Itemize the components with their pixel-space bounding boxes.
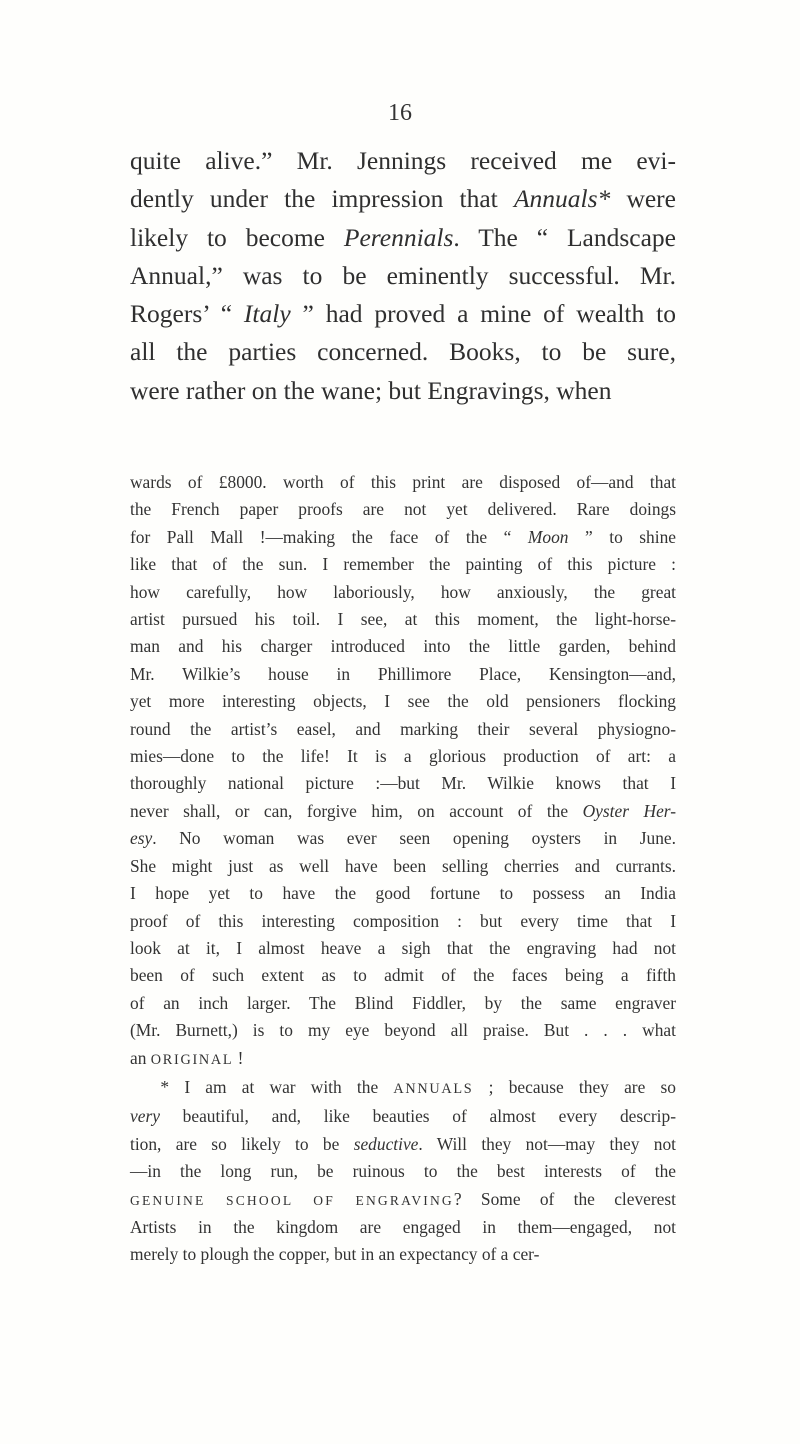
- text-run: ? Some of the cleverest: [453, 1188, 676, 1209]
- body-text-line: [130, 295, 676, 333]
- text-run: quite alive.” Mr. Jennings received me evi-: [130, 146, 676, 175]
- text-run: ” to shine: [568, 526, 676, 547]
- text-run: the French paper proofs are not yet delivered. Rare doings: [130, 499, 676, 520]
- text-run: ; because they are so: [473, 1076, 676, 1097]
- page-number: 16: [388, 100, 412, 126]
- footnote-text-line: [130, 551, 676, 578]
- footnote-text-line: [130, 633, 676, 660]
- body-text-line: [130, 372, 676, 410]
- text-run: (Mr. Burnett,) is to my eye beyond all praise. But . . . what: [130, 1020, 676, 1041]
- text-run: round the artist’s easel, and marking their several physiogno-: [130, 718, 676, 739]
- body-text-line: [130, 142, 676, 180]
- footnote-text-line: [130, 1158, 676, 1185]
- footnote-text-line: [130, 1045, 676, 1074]
- text-run: an: [130, 1047, 151, 1068]
- text-run: dently under the impression that: [130, 184, 514, 214]
- footnote-text-line: [130, 990, 676, 1017]
- footnote-text-line: [130, 661, 676, 688]
- text-run: yet more interesting objects, I see the old pensioners flocking: [130, 691, 676, 712]
- footnote-text-line: [130, 688, 676, 715]
- footnote-text-line: [130, 1074, 676, 1103]
- footnote-text-line: [130, 524, 676, 551]
- text-run: Rogers’ “: [130, 299, 244, 329]
- text-run: ORIGINAL: [150, 1051, 234, 1068]
- text-run: tion, are so likely to be: [130, 1133, 354, 1154]
- footnote-text-line: [130, 853, 676, 880]
- text-run: merely to plough the copper, but in an expectancy of a cer-: [130, 1244, 540, 1265]
- text-run: how carefully, how laboriously, how anxiously, the great: [130, 581, 676, 602]
- text-run: ” had proved a mine of wealth to: [290, 299, 676, 329]
- main-text-block: [130, 142, 676, 410]
- text-run: like that of the sun. I remember the painting of this picture :: [130, 554, 676, 575]
- text-run: proof of this interesting composition : but every time that I: [130, 910, 676, 931]
- footnote-text-line: [130, 1103, 676, 1130]
- footnote-text-line: [130, 1017, 676, 1044]
- text-run: artist pursued his toil. I see, at this moment, the light-horse-: [130, 609, 676, 630]
- body-text-line: [130, 219, 676, 257]
- footnote-block: [130, 469, 676, 1269]
- text-run: were rather on the wane; but Engravings, when: [130, 375, 612, 405]
- text-run: man and his charger introduced into the little garden, behind: [130, 636, 676, 657]
- footnote-text-line: [130, 1186, 676, 1214]
- text-run: !: [233, 1047, 244, 1068]
- text-run: very: [130, 1106, 160, 1127]
- text-run: Oyster Her-: [582, 800, 676, 821]
- text-run: I hope yet to have the good fortune to possess an India: [130, 883, 676, 904]
- text-run: . No woman was ever seen opening oysters in June.: [152, 828, 676, 849]
- body-text-line: [130, 180, 676, 218]
- footnote-text-line: [130, 716, 676, 743]
- text-run: Italy: [243, 299, 291, 329]
- text-run: were: [610, 184, 676, 214]
- footnote-text-line: [130, 798, 676, 825]
- footnote-text-line: [130, 770, 676, 797]
- text-run: for Pall Mall !—making the face of the “: [130, 526, 528, 547]
- footnote-text-line: [130, 579, 676, 606]
- text-run: —in the long run, be ruinous to the best interests of the: [130, 1161, 676, 1182]
- footnote-text-line: [130, 743, 676, 770]
- body-text-line: [130, 333, 676, 371]
- footnote-text-line: [130, 606, 676, 633]
- text-run: Moon: [527, 526, 569, 547]
- footnote-text-line: [130, 880, 676, 907]
- text-run: been of such extent as to admit of the faces being a fifth: [130, 965, 676, 986]
- text-run: Mr. Wilkie’s house in Phillimore Place, Kensington—and,: [130, 663, 676, 684]
- text-run: likely to become: [130, 222, 344, 252]
- footnote-text-line: [130, 935, 676, 962]
- footnote-text-line: [130, 825, 676, 852]
- footnote-text-line: [130, 908, 676, 935]
- text-run: all the parties concerned. Books, to be sure,: [130, 337, 676, 367]
- text-run: She might just as well have been selling cherries and currants.: [130, 855, 676, 876]
- text-run: mies—done to the life! It is a glorious production of art: a: [130, 746, 676, 767]
- text-run: seductive: [353, 1133, 419, 1154]
- text-run: wards of £8000. worth of this print are disposed of—and that: [130, 472, 676, 492]
- footnote-text-line: [130, 469, 676, 496]
- text-run: GENUINE SCHOOL OF ENGRAVING: [130, 1192, 454, 1208]
- text-run: . The “ Landscape: [453, 222, 676, 252]
- text-run: beautiful, and, like beauties of almost every descrip-: [159, 1106, 676, 1127]
- footnote-text-line: [130, 496, 676, 523]
- text-run: Annual,” was to be eminently successful. Mr.: [130, 260, 676, 290]
- text-run: ANNUALS: [393, 1080, 474, 1097]
- text-run: Perennials: [343, 222, 454, 252]
- footnote-text-line: [130, 1214, 676, 1241]
- text-run: look at it, I almost heave a sigh that the engraving had not: [130, 937, 676, 958]
- footnote-text-line: [130, 1131, 676, 1158]
- text-run: Artists in the kingdom are engaged in them—engaged, not: [130, 1216, 676, 1237]
- text-run: esy: [130, 828, 153, 849]
- text-run: . Will they not—may they not: [418, 1133, 676, 1154]
- text-run: never shall, or can, forgive him, on account of the: [130, 800, 583, 821]
- text-run: Annuals*: [513, 184, 611, 214]
- footnote-text-line: [130, 1241, 676, 1268]
- body-text-line: [130, 257, 676, 295]
- text-run: of an inch larger. The Blind Fiddler, by the same engraver: [130, 992, 676, 1013]
- footnote-text-line: [130, 962, 676, 989]
- text-run: thoroughly national picture :—but Mr. Wilkie knows that I: [130, 773, 676, 794]
- text-run: * I am at war with the: [130, 1076, 394, 1097]
